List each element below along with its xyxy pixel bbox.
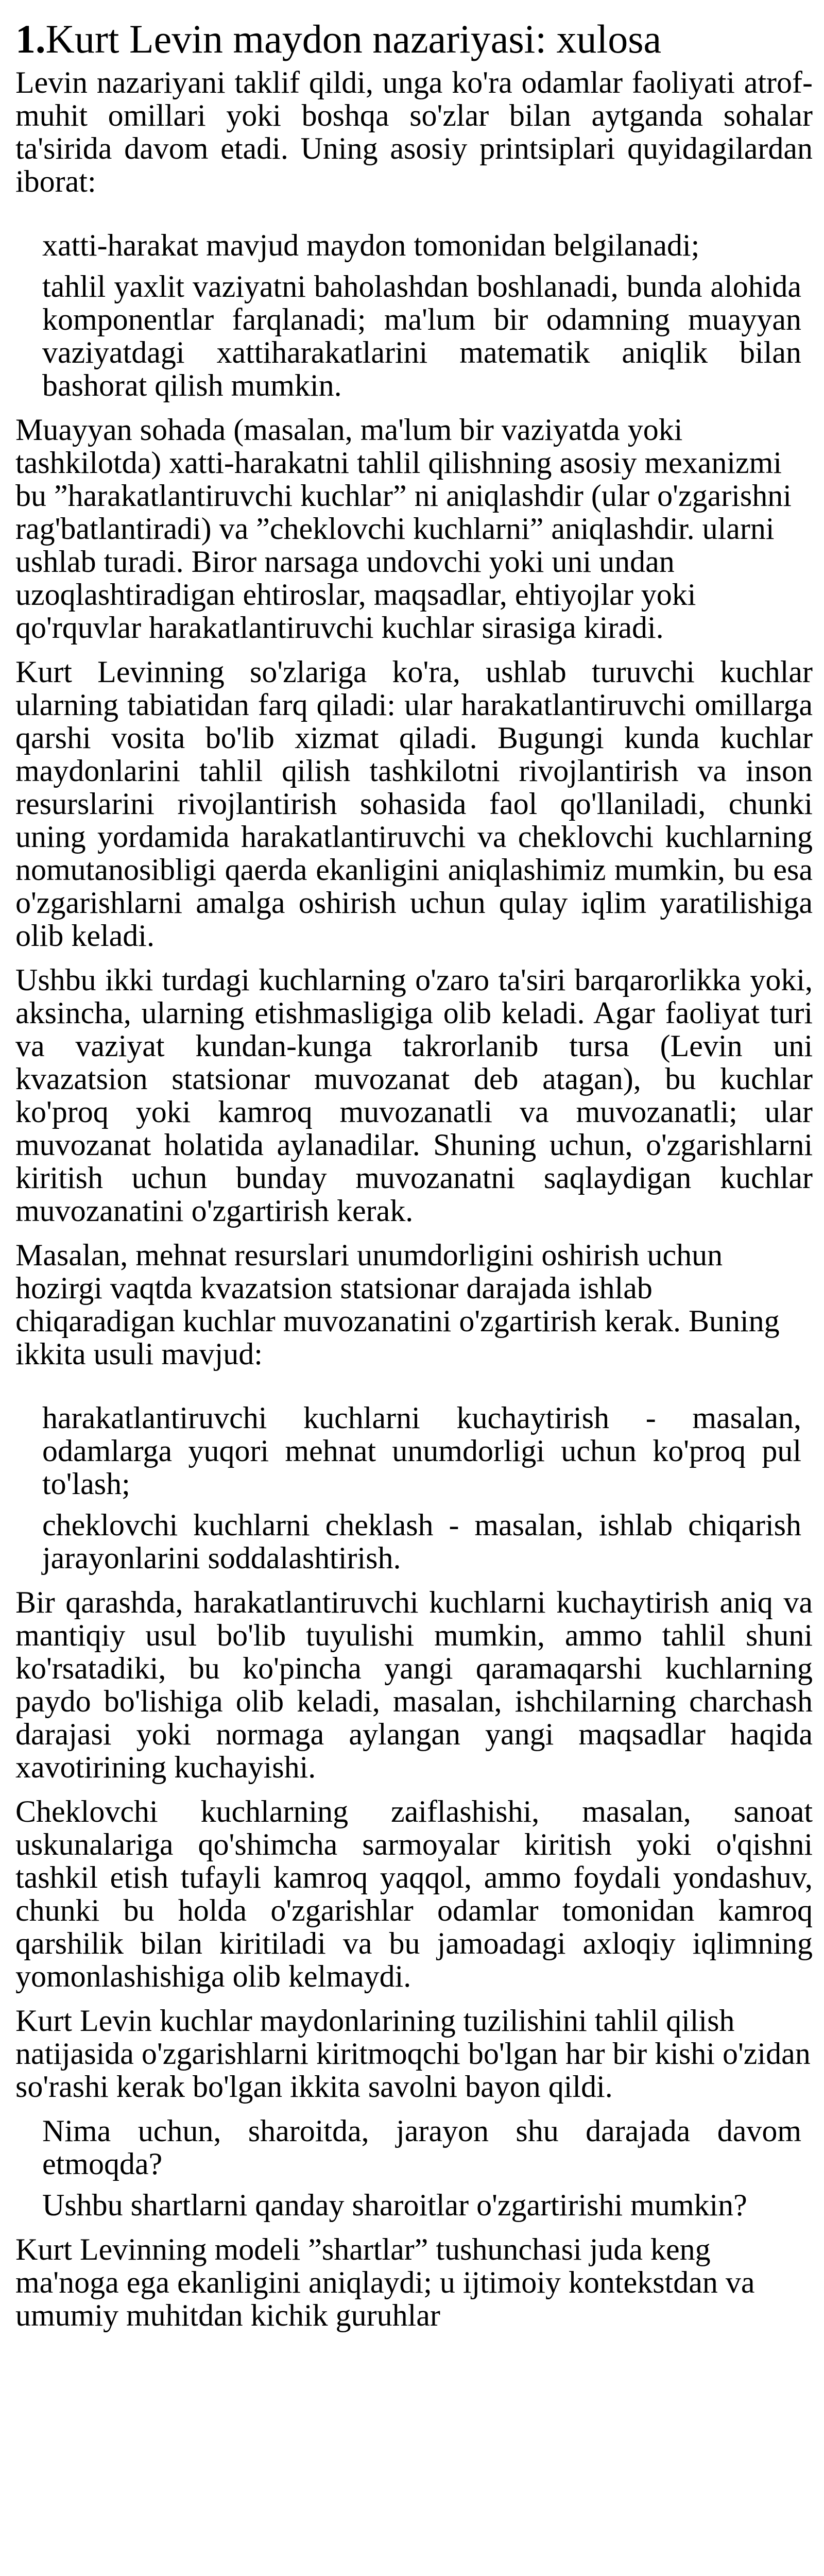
paragraph-intro: Levin nazariyani taklif qildi, unga ko'ra odamlar faoliyati atrof-muhit omillari yoki boshqa so'zlar bilan aytganda sohalar ta'sirida davom etadi. Uning asosiy printsiplari quyidagilardan iborat: xyxy=(15,65,813,198)
section-number: 1. xyxy=(15,16,46,61)
paragraph-conditions: Kurt Levinning modeli ”shartlar” tushunchasi juda keng ma'noga ega ekanligini aniqlaydi; u ijtimoiy kontekstdan va umumiy muhitdan kichik guruhlar xyxy=(15,2232,755,2332)
list-item: Ushbu shartlarni qanday sharoitlar o'zgartirishi mumkin? xyxy=(42,2188,747,2222)
list-principles xyxy=(15,229,813,402)
paragraph-equilibrium: Ushbu ikki turdagi kuchlarning o'zaro ta'siri barqarorlikka yoki, aksincha, ularning etishmasligiga olib keladi. Agar faoliyat turi va vaziyat kundan-kunga takrorlanib tursa (Levin uni kvazatsion statsionar muvozanat deb atagan), bu kuchlar ko'proq yoki kamroq muvozanatli va muvozanatli; ular muvozanat holatida aylanadilar. Shuning uchun, o'zgarishlarni kiritish uchun bunday muvozanatni saqlaydigan kuchlar muvozanatini o'zgartirish kerak. xyxy=(15,963,813,1228)
list-item: harakatlantiruvchi kuchlarni kuchaytirish - masalan, odamlarga yuqori mehnat unumdorligi uchun ko'proq pul to'lash; xyxy=(42,1401,801,1501)
paragraph-forces: Muayyan sohada (masalan, ma'lum bir vaziyatda yoki tashkilotda) xatti-harakatni tahlil qilishning asosiy mexanizmi bu ”harakatlantiruvchi kuchlar” ni aniqlashdir (ular o'zgarishni rag'batlantiradi) va ”cheklovchi kuchlarni” aniqlashdir. ularni ushlab turadi. Biror narsaga undovchi yoki uni undan uzoqlashtiradigan ehtiroslar, maqsadlar, ehtiyojlar yoki qo'rquvlar harakatlantiruvchi kuchlar sirasiga kiradi. xyxy=(15,413,792,645)
list-questions xyxy=(15,2114,813,2222)
list-item: Nima uchun, sharoitda, jarayon shu darajada davom etmoqda? xyxy=(42,2114,801,2181)
list-item: cheklovchi kuchlarni cheklash - masalan, ishlab chiqarish jarayonlarini soddalashtirish. xyxy=(42,1508,801,1575)
list-methods xyxy=(15,1401,813,1574)
paragraph-driving-forces: Bir qarashda, harakatlantiruvchi kuchlarni kuchaytirish aniq va mantiqiy usul bo'lib tuyulishi mumkin, ammo tahlil shuni ko'rsatadiki, bu ko'pincha yangi qaramaqarshi kuchlarning paydo bo'lishiga olib keladi, masalan, ishchilarning charchash darajasi yoki normaga aylangan yangi maqsadlar haqida xavotirining kuchayishi. xyxy=(15,1585,813,1784)
section-heading xyxy=(15,15,813,63)
paragraph-example: Masalan, mehnat resurslari unumdorligini oshirish uchun hozirgi vaqtda kvazatsion statsionar darajada ishlab chiqaradigan kuchlar muvozanatini o'zgartirish kerak. Buning ikkita usuli mavjud: xyxy=(15,1238,780,1371)
list-item: xatti-harakat mavjud maydon tomonidan belgilanadi; xyxy=(42,228,700,262)
paragraph-weakening: Cheklovchi kuchlarning zaiflashishi, masalan, sanoat uskunalariga qo'shimcha sarmoyalar kiritish yoki o'qishni tashkil etish tufayli kamroq yaqqol, ammo foydali yondashuv, chunki bu holda o'zgarishlar odamlar tomonidan kamroq qarshilik bilan kiritiladi va bu jamoadagi axloqiy iqlimning yomonlashishiga olib kelmaydi. xyxy=(15,1794,813,1993)
paragraph-questions-intro: Kurt Levin kuchlar maydonlarining tuzilishini tahlil qilish natijasida o'zgarishlarni kiritmoqchi bo'lgan har bir kishi o'zidan so'rashi kerak bo'lgan ikkita savolni bayon qildi. xyxy=(15,2004,811,2104)
paragraph-restraining-forces: Kurt Levinning so'zlariga ko'ra, ushlab turuvchi kuchlar ularning tabiatidan farq qiladi: ular harakatlantiruvchi omillarga qarshi vosita bo'lib xizmat qiladi. Bugungi kunda kuchlar maydonlarini tahlil qilish tashkilotni rivojlantirish va inson resurslarini rivojlantirish sohasida faol qo'llaniladi, chunki uning yordamida harakatlantiruvchi va cheklovchi kuchlarning nomutanosibligi qaerda ekanligini aniqlashimiz mumkin, bu esa o'zgarishlarni amalga oshirish uchun qulay iqlim yaratilishiga olib keladi. xyxy=(15,655,813,953)
list-item: tahlil yaxlit vaziyatni baholashdan boshlanadi, bunda alohida komponentlar farqlanadi; ma'lum bir odamning muayyan vaziyatdagi xattiharakatlarini matematik aniqlik bilan bashorat qilish mumkin. xyxy=(42,269,801,402)
section-title: Kurt Levin maydon nazariyasi: xulosa xyxy=(45,16,662,61)
